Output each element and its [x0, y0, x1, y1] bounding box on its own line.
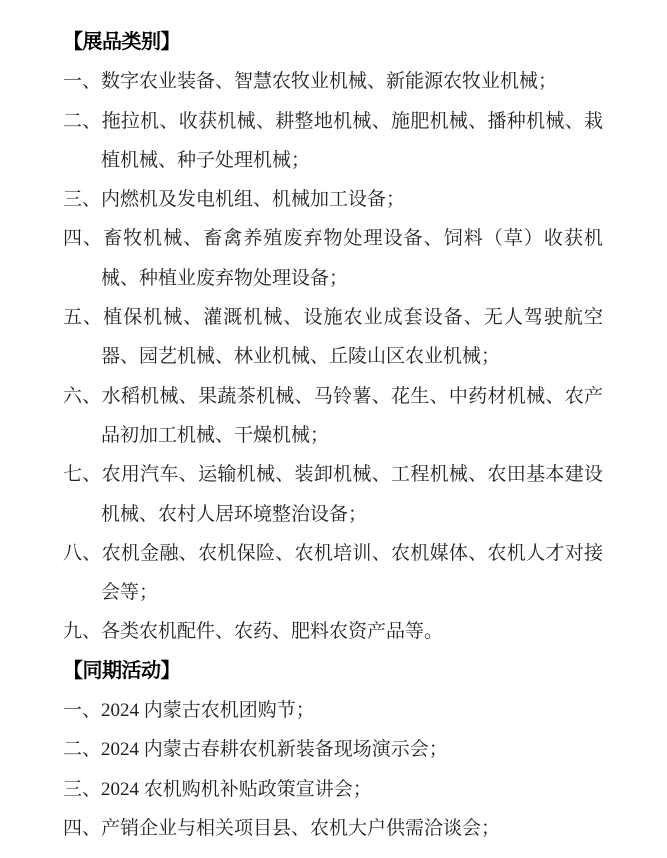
exhibit-item-5: 五、植保机械、灌溉机械、设施农业成套设备、无人驾驶航空器、园艺机械、林业机械、丘陵山区农业机械；	[63, 307, 603, 368]
exhibit-item-8: 八、农机金融、农机保险、农机培训、农机媒体、农机人才对接会等；	[63, 542, 603, 604]
activity-item-2: 二、2024 内蒙古春耕农机新装备现场演示会；	[63, 739, 448, 761]
exhibit-item-1: 一、数字农业装备、智慧农牧业机械、新能源农牧业机械；	[63, 71, 558, 93]
exhibit-item-3: 三、内燃机及发电机组、机械加工设备；	[63, 189, 406, 211]
exhibit-item-7: 七、农用汽车、运输机械、装卸机械、工程机械、农田基本建设机械、农村人居环境整治设备；	[63, 464, 603, 525]
exhibit-item-4: 四、畜牧机械、畜禽养殖废弃物处理设备、饲料（草）收获机械、种植业废弃物处理设备；	[63, 228, 603, 289]
activity-item-3: 三、2024 农机购机补贴政策宣讲会；	[63, 778, 372, 800]
exhibit-item-6: 六、水稻机械、果蔬茶机械、马铃薯、花生、中药材机械、农产品初加工机械、干燥机械；	[63, 385, 603, 446]
section-heading-concurrent-activities: 【同期活动】	[63, 659, 180, 682]
exhibit-item-2: 二、拖拉机、收获机械、耕整地机械、施肥机械、播种机械、栽植机械、种子处理机械；	[63, 110, 603, 171]
exhibit-item-9: 九、各类农机配件、农药、肥料农资产品等。	[63, 621, 444, 643]
activity-item-1: 一、2024 内蒙古农机团购节；	[63, 700, 315, 722]
section-heading-exhibit-categories: 【展品类别】	[63, 31, 180, 53]
activity-item-4: 四、产销企业与相关项目县、农机大户供需洽谈会；	[63, 817, 501, 839]
